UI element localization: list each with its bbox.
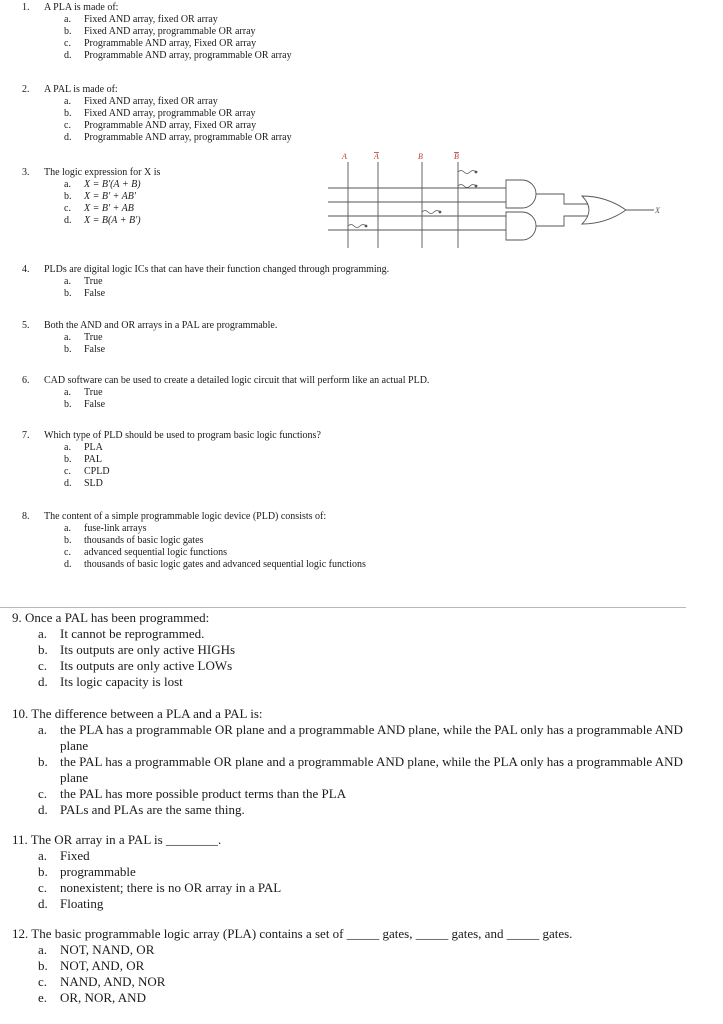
option: b. Its outputs are only active HIGHs	[38, 642, 236, 657]
question-number: 11.	[12, 832, 28, 847]
option: a. It cannot be reprogrammed.	[38, 626, 205, 641]
question-5	[22, 320, 277, 356]
question-number: 4.	[22, 264, 30, 275]
question-number: 12.	[12, 926, 29, 941]
option: b. the PAL has a programmable OR plane and a programmable AND plane, while the PLA only has a programmable AND plane	[38, 754, 683, 785]
option: a. Fixed	[38, 848, 90, 863]
option: b. X = B' + AB'	[64, 191, 137, 202]
input-label-b-bar: B	[454, 152, 459, 161]
option: d. Its logic capacity is lost	[38, 674, 183, 689]
input-label-a: A	[342, 152, 347, 161]
pal-logic-diagram	[326, 150, 662, 250]
input-label-a-bar: A	[374, 152, 379, 161]
or-gate	[582, 196, 626, 224]
option: d. PALs and PLAs are the same thing.	[38, 802, 245, 817]
option: b. PAL	[64, 454, 102, 465]
fuse	[458, 185, 476, 188]
question-10	[12, 706, 688, 818]
section-divider	[0, 607, 686, 608]
question-3	[22, 167, 160, 227]
option: a. X = B'(A + B)	[64, 179, 141, 190]
option: b. Fixed AND array, programmable OR array	[64, 26, 256, 37]
question-12	[12, 926, 672, 1006]
option: b. False	[64, 288, 106, 299]
question-number: 2.	[22, 84, 30, 95]
question-4	[22, 264, 389, 300]
option: a. Fixed AND array, fixed OR array	[64, 14, 218, 25]
question-number: 7.	[22, 430, 30, 441]
question-stem: The difference between a PLA and a PAL is:	[31, 706, 263, 721]
option: b. False	[64, 399, 106, 410]
question-stem: The basic programmable logic array (PLA) contains a set of _____ gates, _____ gates, and _____ gates.	[31, 926, 573, 941]
option: a. True	[64, 276, 103, 287]
fuse-node	[439, 211, 442, 214]
question-7	[22, 430, 321, 490]
option: c. Its outputs are only active LOWs	[38, 658, 233, 673]
option: c. Programmable AND array, Fixed OR array	[64, 120, 257, 131]
option: a. fuse-link arrays	[64, 523, 147, 534]
option: b. thousands of basic logic gates	[64, 535, 204, 546]
question-stem: The logic expression for X is	[44, 167, 161, 178]
option: c. NAND, AND, NOR	[38, 974, 166, 989]
fuse	[422, 211, 440, 214]
option: b. programmable	[38, 864, 136, 879]
option: d. X = B(A + B')	[64, 215, 141, 226]
option: d. Programmable AND array, programmable OR array	[64, 50, 292, 61]
option: a. True	[64, 387, 103, 398]
option: d. thousands of basic logic gates and advanced sequential logic functions	[64, 559, 366, 570]
option: c. advanced sequential logic functions	[64, 547, 228, 558]
question-stem: The content of a simple programmable logic device (PLD) consists of:	[44, 511, 327, 522]
option: a. Fixed AND array, fixed OR array	[64, 96, 218, 107]
question-number: 10.	[12, 706, 29, 721]
fuse-node	[475, 185, 478, 188]
option: a. the PLA has a programmable OR plane and a programmable AND plane, while the PAL only has a programmable AND plane	[38, 722, 683, 753]
fuse-node	[475, 171, 478, 174]
question-6	[22, 375, 429, 411]
option: c. Programmable AND array, Fixed OR array	[64, 38, 257, 49]
option: a. NOT, NAND, OR	[38, 942, 155, 957]
option: d. Programmable AND array, programmable OR array	[64, 132, 292, 143]
option: b. Fixed AND array, programmable OR array	[64, 108, 256, 119]
question-2	[22, 84, 292, 144]
question-stem: Both the AND and OR arrays in a PAL are programmable.	[44, 320, 278, 331]
question-stem: The OR array in a PAL is ________.	[30, 832, 222, 847]
option: d. SLD	[64, 478, 103, 489]
option: c. nonexistent; there is no OR array in a PAL	[38, 880, 282, 895]
option: a. True	[64, 332, 103, 343]
option: b. False	[64, 344, 106, 355]
option: e. OR, NOR, AND	[38, 990, 146, 1005]
option: a. PLA	[64, 442, 103, 453]
and-gate-2	[506, 212, 536, 240]
input-label-b: B	[418, 152, 423, 161]
question-stem: CAD software can be used to create a detailed logic circuit that will perform like an actual PLD.	[44, 375, 430, 386]
question-number: 5.	[22, 320, 30, 331]
question-stem: Once a PAL has been programmed:	[25, 610, 210, 625]
and-gate-1	[506, 180, 536, 208]
question-9	[12, 610, 692, 690]
option: c. the PAL has more possible product terms than the PLA	[38, 786, 347, 801]
question-number: 3.	[22, 167, 30, 178]
question-1	[22, 2, 292, 62]
question-number: 6.	[22, 375, 30, 386]
output-label-x: X	[655, 206, 660, 215]
question-number: 8.	[22, 511, 30, 522]
fuse	[458, 171, 476, 174]
question-number: 1.	[22, 2, 30, 13]
question-number: 9.	[12, 610, 22, 625]
question-8	[22, 511, 366, 571]
question-stem: A PLA is made of:	[44, 2, 119, 13]
option: b. NOT, AND, OR	[38, 958, 145, 973]
question-stem: PLDs are digital logic ICs that can have their function changed through programming.	[44, 264, 390, 275]
option: c. X = B' + AB	[64, 203, 134, 214]
question-stem: Which type of PLD should be used to program basic logic functions?	[44, 430, 321, 441]
fuse-node	[365, 225, 368, 228]
wire	[536, 194, 588, 204]
wire	[536, 216, 588, 226]
option: c. CPLD	[64, 466, 110, 477]
question-11	[12, 832, 692, 912]
option: d. Floating	[38, 896, 104, 911]
question-stem: A PAL is made of:	[44, 84, 118, 95]
fuse	[348, 225, 366, 228]
